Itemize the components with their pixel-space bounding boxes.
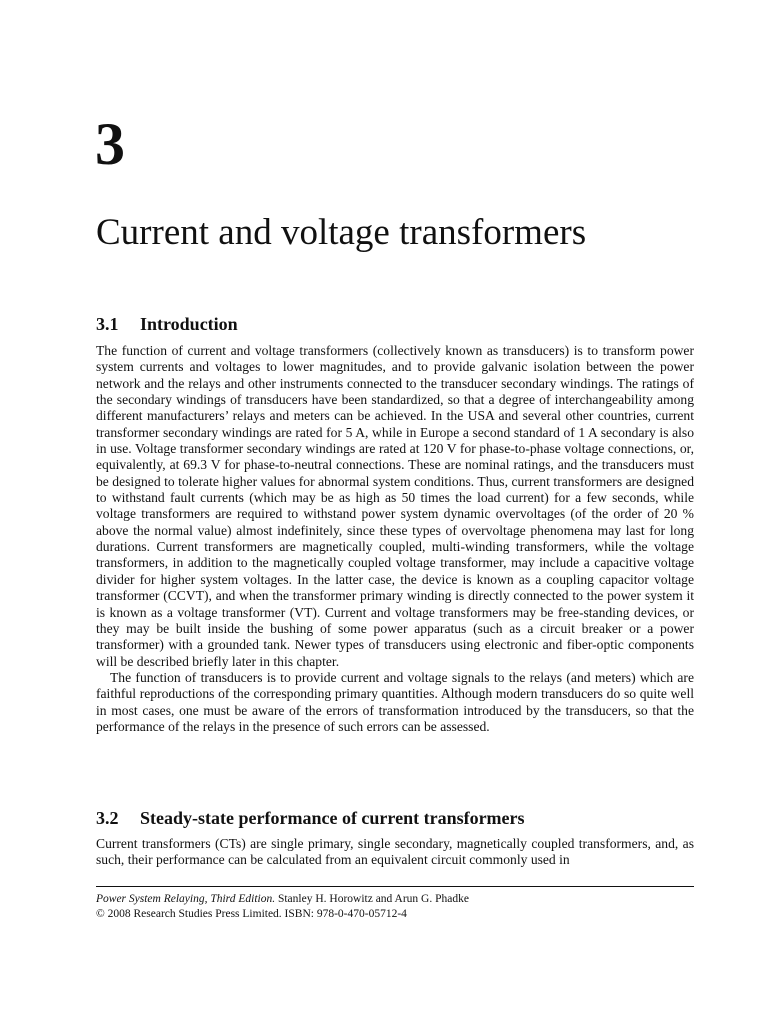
chapter-title: Current and voltage transformers bbox=[96, 212, 587, 253]
footer-citation bbox=[96, 892, 694, 907]
chapter-number: 3 bbox=[95, 111, 125, 177]
page-footer bbox=[96, 892, 694, 922]
section-title: Introduction bbox=[140, 314, 238, 334]
section-heading-steady-state bbox=[96, 806, 525, 830]
section-body-introduction bbox=[96, 343, 694, 735]
paragraph: The function of current and voltage transformers (collectively known as transducers) is to transform power system currents and voltages to lower magnitudes, and to provide galvanic isolation between the power network and the relays and other instruments connected to the transducer secondary windings. The ratings of the secondary windings of transducers have been standardized, so that a degree of interchangeability among different manufacturers’ relays and meters can be achieved. In the USA and several other countries, current transformer secondary windings are rated for 5 A, while in Europe a second standard of 1 A secondary is also in use. Voltage transformer secondary windings are rated at 120 V for phase-to-phase voltage connections, or, equivalently, at 69.3 V for phase-to-neutral connections. These are nominal ratings, and the transducers must be designed to tolerate higher values for abnormal system conditions. Thus, current transformers are designed to withstand fault currents (which may be as high as 50 times the load current) for a few seconds, while voltage transformers are required to withstand power system dynamic overvoltages (of the order of 20 % above the normal value) almost indefinitely, since these types of overvoltage phenomena may last for long durations. Current transformers are magnetically coupled, multi-winding transformers, while the voltage transformers, in addition to the magnetically coupled voltage transformer, may include a capacitive voltage divider for higher system voltages. In the latter case, the device is known as a coupling capacitor voltage transformer (CCVT), and when the transformer primary winding is directly connected to the power system it is known as a voltage transformer (VT). Current and voltage transformers may be free-standing devices, or they may be built inside the bushing of some power apparatus (such as a circuit breaker or a power transformer) with a grounded tank. Newer types of transducers using electronic and fiber-optic components will be described briefly later in this chapter. bbox=[96, 343, 694, 669]
footer-book-title: Power System Relaying, Third Edition. bbox=[96, 893, 276, 905]
paragraph: Current transformers (CTs) are single primary, single secondary, magnetically coupled transformers, and, as such, their performance can be calculated from an equivalent circuit commonly used in bbox=[96, 836, 694, 868]
section-body-steady-state bbox=[96, 836, 694, 869]
footer-authors: Stanley H. Horowitz and Arun G. Phadke bbox=[277, 893, 469, 905]
section-number: 3.2 bbox=[96, 808, 119, 828]
section-title: Steady-state performance of current transformers bbox=[140, 808, 525, 828]
section-number: 3.1 bbox=[96, 314, 119, 334]
section-heading-introduction bbox=[96, 312, 238, 336]
footer-copyright: © 2008 Research Studies Press Limited. ISBN: 978-0-470-05712-4 bbox=[96, 908, 407, 920]
paragraph: The function of transducers is to provide current and voltage signals to the relays (and meters) which are faithful reproductions of the corresponding primary quantities. Although modern transducers do so quite well in most cases, one must be aware of the errors of transformation introduced by the transducers, so that the performance of the relays in the presence of such errors can be assessed. bbox=[96, 669, 694, 734]
footer-divider bbox=[96, 886, 694, 887]
